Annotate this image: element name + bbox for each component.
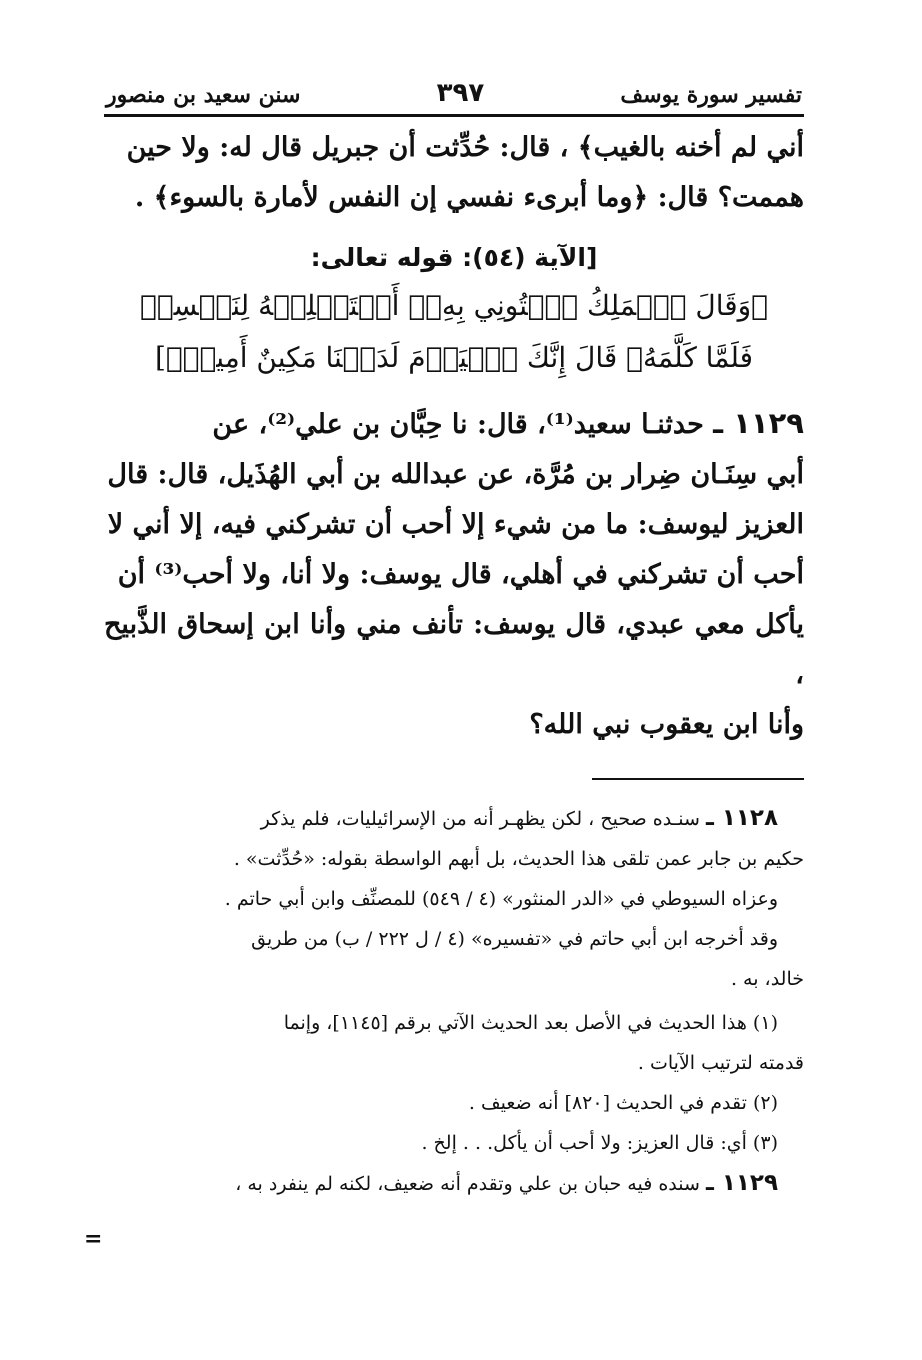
note-3: (٣) أي: قال العزيز: ولا أحب أن يأكل. . . إلخ .: [421, 1132, 778, 1154]
ayah-line-1: ﴿وَقَالَ ٱلۡمَلِكُ ٱئۡتُونِي بِهِۦٓ أَسۡتَخۡلِصۡهُ لِنَفۡسِيۖ: [140, 289, 768, 322]
hadith-line-3: العزيز ليوسف: ما من شيء إلا أحب أن تشركني فيه، إلا أني لا: [107, 509, 804, 540]
page-number: ٣٩٧: [436, 78, 485, 108]
ayah-line-2: فَلَمَّا كَلَّمَهُۥ قَالَ إِنَّكَ ٱلۡيَوۡمَ لَدَيۡنَا مَكِينٌ أَمِينٞ﴾]: [154, 341, 754, 374]
continuation-mark: =: [84, 1226, 103, 1252]
footnotes: [104, 798, 804, 1204]
footnote-1128-text-1: سنـده صحيح ، لكن يظهـر أنه من الإسرائيليات، فلم يذكر: [260, 808, 700, 830]
ayah-heading: [الآية (٥٤): قوله تعالى:: [310, 243, 598, 272]
footnote-1128-extra-2: وقد أخرجه ابن أبي حاتم في «تفسيره» (٤ / ل ٢٢٢ / ب) من طريق: [251, 928, 778, 950]
hadith-line-4: أحب أن تشركني في أهلي، قال يوسف: ولا أنا، ولا أحب⁽³⁾ أن: [117, 559, 804, 590]
footnote-1128-extra-3: خالد، به .: [730, 968, 804, 990]
footnote-1128-line-1: [104, 798, 804, 839]
top-paragraph-line-2: هممت؟ قال: ﴿وما أبرىء نفسي إن النفس لأمارة بالسوء﴾ .: [134, 182, 804, 213]
header-book-title: سنن سعيد بن منصور: [106, 82, 301, 108]
footnote-1129-number: ١١٢٩ ـ: [705, 1170, 778, 1196]
footnote-1128-extra-1: وعزاه السيوطي في «الدر المنثور» (٤ / ٥٤٩) للمصنِّف وابن أبي حاتم .: [224, 888, 778, 910]
hadith-number: ١١٢٩ ـ: [713, 406, 804, 440]
hadith-line-6: وأنا ابن يعقوب نبي الله؟: [529, 709, 804, 740]
footnote-1129-text: سنده فيه حبان بن علي وتقدم أنه ضعيف، لكنه لم ينفرد به ،: [235, 1173, 700, 1195]
footnote-1129-line: [104, 1163, 804, 1204]
top-paragraph-line-1: أني لم أخنه بالغيب﴾ ، قال: حُدِّثت أن جبريل قال له: ولا حين: [126, 132, 804, 163]
header-surah-title: تفسير سورة يوسف: [620, 82, 802, 108]
footnote-1128-number: ١١٢٨ ـ: [705, 805, 778, 831]
note-2: (٢) تقدم في الحديث [٨٢٠] أنه ضعيف .: [468, 1092, 778, 1114]
page: [104, 78, 804, 1204]
note-1-line-2: قدمته لترتيب الآيات .: [637, 1052, 804, 1074]
hadith-line-1: [104, 398, 804, 450]
note-1-line-1: (١) هذا الحديث في الأصل بعد الحديث الآتي برقم [١١٤٥]، وإنما: [283, 1012, 778, 1034]
running-header: [104, 78, 804, 117]
hadith-1129: [104, 398, 804, 750]
hadith-line-5: يأكل معي عبدي، قال يوسف: تأنف مني وأنا ابن إسحاق الذَّبيح ،: [104, 609, 804, 690]
footnote-separator: [592, 778, 804, 780]
footnote-1128-line-2: حكيم بن جابر عمن تلقى هذا الحديث، بل أبهم الواسطة بقوله: «حُدِّثت» .: [233, 848, 804, 870]
hadith-text-1: حدثنـا سعيد⁽¹⁾، قال: نا حِبَّان بن علي⁽²⁾، عن: [212, 409, 704, 440]
hadith-line-2: أبي سِنَـان ضِرار بن مُرَّة، عن عبدالله بن أبي الهُذَيل، قال: قال: [107, 459, 804, 490]
